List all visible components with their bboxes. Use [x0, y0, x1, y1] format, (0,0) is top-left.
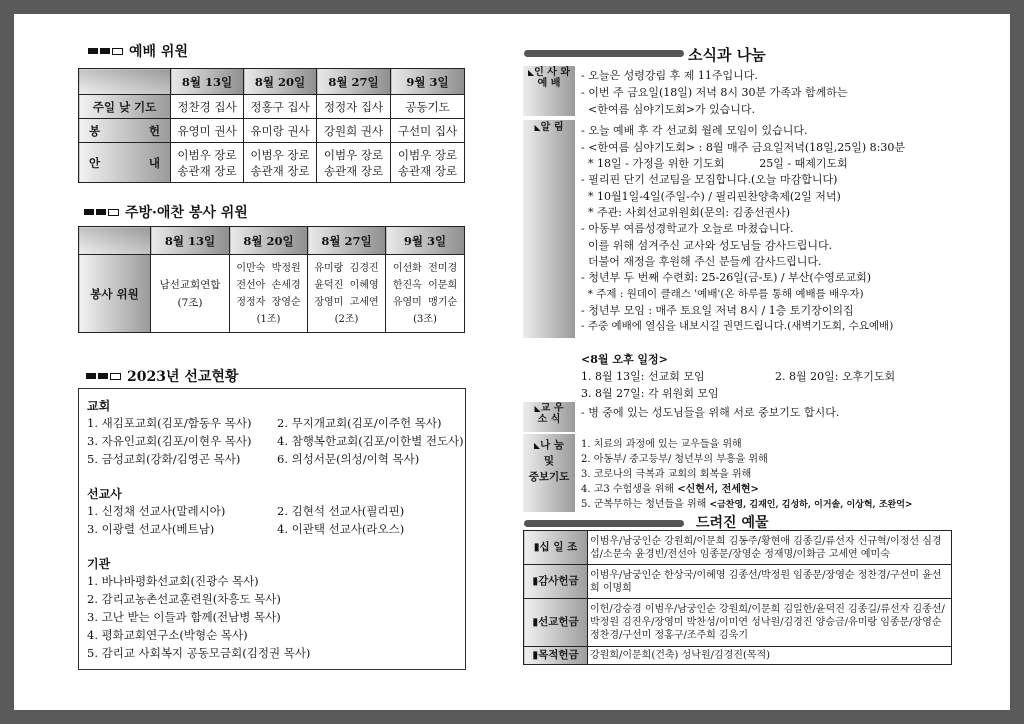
- table-cell: 강원희 권사: [317, 119, 391, 143]
- offering-names: 이범우/남궁인순 강원희/이문희 김동주/황현애 김종길/류선자 신규혁/이정선 심경섭/소문숙 윤경빈/전선아 임종문/장영순 정재명/이화금 고세연 예미숙: [588, 531, 952, 565]
- table-corner: [79, 227, 151, 255]
- list-item: 1. 새김포교회(김포/함동우 목사) 2. 무지개교회(김포/이주헌 목사): [87, 416, 442, 430]
- news-line: - 오늘 예배 후 각 선교회 월례 모임이 있습니다.: [581, 124, 808, 137]
- news-line: - 이번 주 금요일(18일) 저녁 8시 30분 가족과 함께하는: [581, 86, 848, 99]
- list-item: 5. 감리교 사회복지 공동모금회(김정권 목사): [87, 646, 311, 660]
- prayer-item: 3. 코로나의 극복과 교회의 회복을 위해: [581, 469, 752, 480]
- prayer-item: 5. 군복무하는 청년들을 위해 <금찬영, 김재인, 김성하, 이거솔, 이상혁, 조완억>: [581, 499, 913, 510]
- list-item: 1. 바나바평화선교회(진광수 목사): [87, 574, 259, 588]
- table-cell: 정홍구 집사: [244, 95, 317, 119]
- table-cell: 이선화 전미경 한진옥 이문희 유영미 맹기순 (3조): [386, 255, 465, 333]
- list-item: 3. 고난 받는 이들과 함께(전남병 목사): [87, 610, 281, 624]
- news-line: 더불어 재정을 후원해 주신 분들께 감사드립니다.: [581, 255, 822, 268]
- table-cell: 유미랑 김경진 윤덕진 이혜영 장영미 고세연 (2조): [308, 255, 386, 333]
- table-cell: 이범우 장로 송관재 장로: [391, 143, 465, 183]
- table-cell: 구선미 집사: [391, 119, 465, 143]
- news-line: * 주관: 사회선교위원회(문의: 김종선권사): [581, 206, 790, 219]
- row-label-prayer: 주일 낮 기도: [79, 95, 171, 119]
- offering-label: ▮감사헌금: [524, 565, 588, 599]
- prayer-item: 4. 고3 수험생을 위해 <신현서, 전세현>: [581, 484, 759, 495]
- table-corner: [79, 69, 171, 95]
- label-notice: ◣알 림: [523, 120, 575, 338]
- news-line: - <한여름 심야기도회> : 8월 매주 금요일저녁(18일,25일) 8:30분: [581, 141, 905, 154]
- schedule-item: 1. 8월 13일: 선교회 모임: [581, 370, 705, 383]
- table-cell: 정정자 집사: [317, 95, 391, 119]
- label-welcome: ◣인 사 와 예 배: [523, 66, 575, 116]
- column-header: 9월 3일: [391, 69, 465, 95]
- label-church-news: ◣교 우 소 식: [523, 402, 575, 432]
- news-line: * 18일 - 가정을 위한 기도회 25일 - 때제기도회: [581, 157, 848, 170]
- worship-table: [78, 68, 465, 183]
- table-cell: 정찬경 집사: [171, 95, 244, 119]
- kitchen-table: [78, 226, 465, 333]
- news-panel: [523, 66, 951, 513]
- mission-heading: 교회: [87, 399, 111, 413]
- column-header: 9월 3일: [386, 227, 465, 255]
- news-line: <한여름 심야기도회>가 있습니다.: [581, 103, 756, 116]
- table-cell: 유영미 권사: [171, 119, 244, 143]
- row-label-usher: 안 내: [79, 143, 171, 183]
- list-item: 5. 금성교회(강화/김영곤 목사) 6. 의성서문(의성/이혁 목사): [87, 452, 420, 466]
- column-header: 8월 13일: [151, 227, 230, 255]
- news-line: - 오늘은 성령강림 후 제 11주입니다.: [581, 69, 758, 82]
- news-line: - 필리핀 단기 선교팀을 모집합니다.(오늘 마감합니다): [581, 173, 838, 186]
- schedule-item: 2. 8월 20일: 오후기도회: [775, 370, 896, 383]
- news-line: * 10월1일-4일(주일-수) / 필리핀찬양축제(2일 저녁): [581, 190, 841, 203]
- title-bar: [524, 50, 684, 57]
- offerings-section-title: 드려진 예물: [696, 515, 769, 531]
- row-label-offering: 봉 헌: [79, 119, 171, 143]
- row-label-service: 봉사 위원: [79, 255, 151, 333]
- table-cell: 공동기도: [391, 95, 465, 119]
- offering-label: ▮선교헌금: [524, 599, 588, 647]
- list-item: 3. 자유인교회(김포/이현우 목사) 4. 참행복한교회(김포/이한별 전도사): [87, 434, 464, 448]
- news-line: - 주중 예배에 열심을 내보시길 권면드립니다.(새벽기도회, 수요예배): [581, 320, 894, 332]
- news-line: - 청년부 두 번째 수련회: 25-26일(금-토) / 부산(수영로교회): [581, 271, 872, 284]
- schedule-heading: <8월 오후 일정>: [581, 353, 668, 366]
- news-line: - 아동부 여름성경학교가 오늘로 마쳤습니다.: [581, 222, 794, 235]
- offering-names: 이범우/남궁인순 한상국/이혜영 김종선/박정원 임종문/장영순 정찬경/구선미 윤선희 이명희: [588, 565, 952, 599]
- list-item: 1. 신정채 선교사(말레시아) 2. 김현석 선교사(필리핀): [87, 504, 405, 518]
- mission-heading: 선교사: [87, 487, 122, 501]
- column-header: 8월 27일: [317, 69, 391, 95]
- news-line: * 주제 : 원데이 클래스 '예배'(온 하루를 통해 예배를 배우자): [581, 288, 864, 300]
- mission-section-title: 2023년 선교현황: [86, 366, 238, 386]
- list-item: 3. 이광렬 선교사(베트남) 4. 이관택 선교사(라오스): [87, 522, 405, 536]
- title-bar: [524, 520, 684, 527]
- offering-names: 강원희/이문희(건축) 성낙원/김경진(목적): [588, 647, 952, 665]
- column-header: 8월 27일: [308, 227, 386, 255]
- news-line: 이를 위해 섬겨주신 교사와 성도님들 감사드립니다.: [581, 239, 833, 252]
- worship-section-title: 예배 위원: [88, 41, 188, 61]
- table-cell: 남선교회연합 (7조): [151, 255, 230, 333]
- list-item: 4. 평화교회연구소(박형순 목사): [87, 628, 248, 642]
- mission-box: [78, 388, 466, 670]
- offerings-table: [523, 530, 952, 665]
- offering-label: ▮목적헌금: [524, 647, 588, 665]
- column-header: 8월 13일: [171, 69, 244, 95]
- news-line: - 병 중에 있는 성도님들을 위해 서로 중보기도 합시다.: [581, 406, 840, 419]
- table-cell: 이범우 장로 송관재 장로: [171, 143, 244, 183]
- label-prayer: ◣나 눔 및 중보기도: [523, 434, 575, 512]
- column-header: 8월 20일: [230, 227, 308, 255]
- table-cell: 이범우 장로 송관재 장로: [244, 143, 317, 183]
- table-cell: 이범우 장로 송관재 장로: [317, 143, 391, 183]
- mission-heading: 기관: [87, 557, 111, 571]
- prayer-item: 1. 치료의 과정에 있는 교우들을 위해: [581, 439, 742, 450]
- news-section-title: 소식과 나눔: [688, 46, 766, 64]
- table-cell: 유미랑 권사: [244, 119, 317, 143]
- offering-names: 이헌/강승경 이범우/남궁인순 강원희/이문희 김일한/윤덕진 김종길/류선자 김종선/박정원 김진우/장영미 박찬성/이미연 성낙원/김경진 양승금/유미랑 임종문/장영순 정찬경/구선미 정홍구/조주희 김욱기: [588, 599, 952, 647]
- offering-label: ▮십 일 조: [524, 531, 588, 565]
- prayer-item: 2. 아동부/ 중고등부/ 청년부의 부흥을 위해: [581, 454, 768, 465]
- kitchen-section-title: 주방·애찬 봉사 위원: [84, 202, 248, 222]
- news-line: - 청년부 모임 : 매주 토요일 저녁 8시 / 1층 토기장이의집: [581, 304, 854, 317]
- schedule-item: 3. 8월 27일: 각 위원회 모임: [581, 387, 719, 400]
- list-item: 2. 감리교농촌선교훈련원(차흥도 목사): [87, 592, 281, 606]
- column-header: 8월 20일: [244, 69, 317, 95]
- table-cell: 이만숙 박정원 전선아 손세경 정정자 장영순 (1조): [230, 255, 308, 333]
